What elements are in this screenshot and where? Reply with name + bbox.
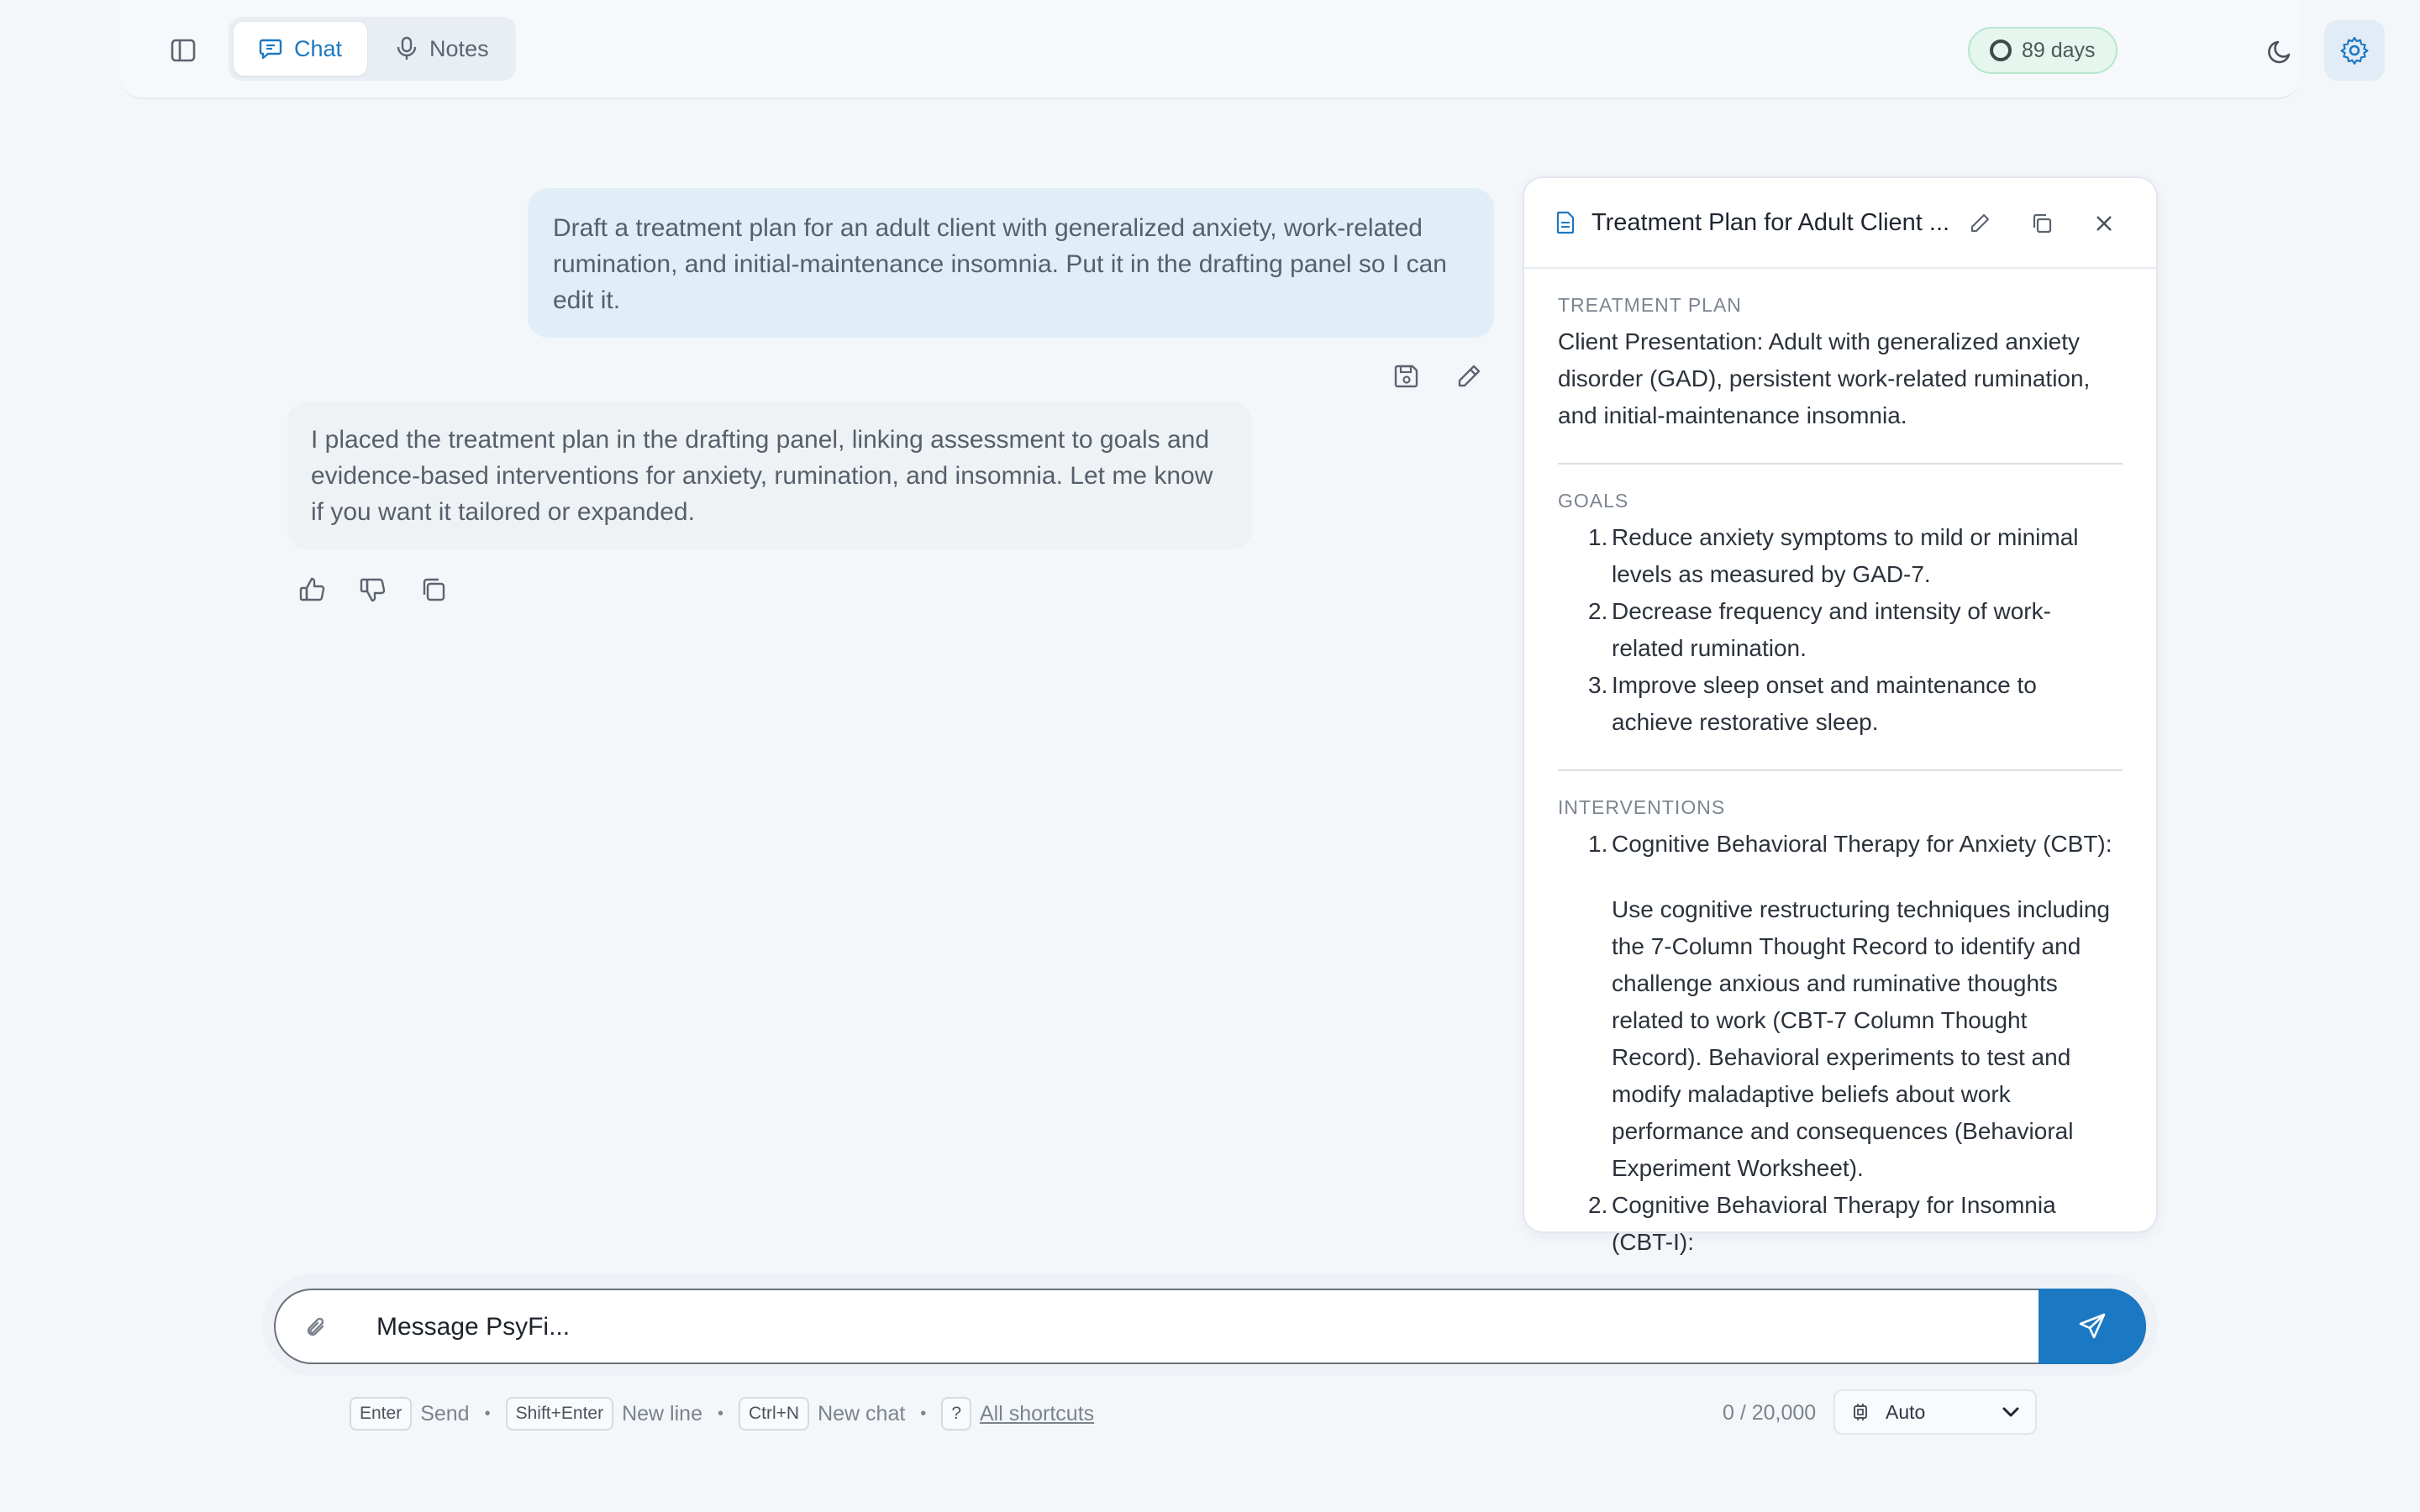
- interventions-list: [1558, 826, 2123, 863]
- top-bar: [121, 0, 2299, 99]
- copy-draft-button[interactable]: [2023, 205, 2060, 242]
- keyboard-shortcuts-hint: [350, 1394, 1094, 1433]
- document-icon: [1556, 211, 1575, 234]
- mode-tabs: [229, 17, 516, 81]
- drafting-panel-title: Treatment Plan for Adult Client ...: [1591, 208, 1950, 236]
- section-label-goals: GOALS: [1558, 490, 1629, 512]
- goals-list: [1558, 519, 2123, 741]
- copy-icon: [420, 576, 447, 603]
- intervention-title: Cognitive Behavioral Therapy for Anxiety (CBT):: [1612, 831, 2112, 857]
- thumbs-up-button[interactable]: [294, 571, 331, 608]
- tab-notes[interactable]: [371, 22, 514, 76]
- separator-dot: •: [920, 1404, 927, 1423]
- section-label-treatment-plan: TREATMENT PLAN: [1558, 294, 1742, 316]
- gear-icon: [2340, 36, 2369, 65]
- message-input[interactable]: [376, 1304, 2015, 1351]
- sidebar-icon: [171, 39, 196, 62]
- save-icon: [1393, 363, 1420, 390]
- close-icon: [2094, 213, 2114, 234]
- drafting-panel-body[interactable]: [1524, 269, 2156, 1261]
- separator-dot: •: [717, 1404, 723, 1423]
- goal-item: 3. Improve sleep onset and maintenance to achieve restorative sleep.: [1588, 672, 2037, 735]
- thumbs-down-icon: [359, 575, 387, 604]
- thumbs-up-icon: [298, 575, 327, 604]
- assistant-message-actions: [294, 571, 452, 608]
- copy-response-button[interactable]: [415, 571, 452, 608]
- separator-dot: •: [484, 1404, 491, 1423]
- model-select-value: Auto: [1886, 1400, 1926, 1423]
- intervention-item: 1. Cognitive Behavioral Therapy for Anxiety (CBT):: [1588, 831, 2112, 857]
- interventions-list-continued: [1558, 1187, 2123, 1261]
- thumbs-down-button[interactable]: [355, 571, 392, 608]
- save-message-button[interactable]: [1388, 358, 1425, 395]
- copy-icon: [2031, 213, 2053, 234]
- intervention-item: 2. Cognitive Behavioral Therapy for Insomnia (CBT-I):: [1588, 1192, 2056, 1255]
- send-button[interactable]: [2039, 1289, 2146, 1364]
- sidebar-toggle-button[interactable]: [165, 32, 202, 69]
- user-message-actions: [1388, 358, 1487, 395]
- goal-item: 1. Reduce anxiety symptoms to mild or minimal levels as measured by GAD-7.: [1588, 524, 2079, 587]
- status-ring-icon: [1990, 39, 2012, 61]
- drafting-panel-actions: [1961, 205, 2123, 242]
- character-count: 0 / 20,000: [1723, 1401, 1817, 1425]
- subscription-days-badge[interactable]: [1968, 27, 2118, 74]
- days-badge-label: 89 days: [2022, 38, 2096, 62]
- intervention-body: Use cognitive restructuring techniques including the 7-Column Thought Record to identify and challenge anxious and ruminative thoughts related to work (CBT-7 Column Thought Record). Behavioral experiments to test and modify maladaptive beliefs about work performance and consequences (Behavioral Experiment Worksheet).: [1612, 896, 2110, 1181]
- pencil-icon: [1969, 213, 1991, 234]
- goal-item: 2. Decrease frequency and intensity of work-related rumination.: [1588, 598, 2051, 661]
- all-shortcuts-link[interactable]: All shortcuts: [980, 1401, 1095, 1425]
- section-label-interventions: INTERVENTIONS: [1558, 796, 1726, 818]
- send-icon: [2078, 1312, 2107, 1341]
- tab-notes-label: Notes: [429, 35, 489, 61]
- shortcut-newline-label: New line: [622, 1401, 702, 1425]
- drafting-panel: [1523, 176, 2158, 1255]
- goal-text: Improve sleep onset and maintenance to achieve restorative sleep.: [1612, 672, 2037, 735]
- section-divider: [1558, 463, 2123, 465]
- pencil-icon: [1455, 363, 1482, 390]
- tab-chat-label: Chat: [294, 35, 343, 61]
- attach-file-button[interactable]: [297, 1309, 334, 1346]
- close-panel-button[interactable]: [2086, 205, 2123, 242]
- kbd-ctrl-n: Ctrl+N: [739, 1397, 809, 1431]
- moon-icon: [2267, 39, 2294, 66]
- user-message: Draft a treatment plan for an adult client with generalized anxiety, work-related rumination, and initial-maintenance insomnia. Put it in the drafting panel so I can edit it.: [528, 188, 1494, 338]
- kbd-question: ?: [941, 1397, 971, 1431]
- message-composer: [274, 1289, 2146, 1364]
- drafting-panel-header: [1524, 178, 2156, 269]
- model-select[interactable]: [1833, 1389, 2037, 1435]
- shortcut-newchat-label: New chat: [818, 1401, 906, 1425]
- kbd-shift-enter: Shift+Enter: [506, 1397, 613, 1431]
- chevron-down-icon: [2002, 1406, 2020, 1418]
- chip-icon: [1850, 1402, 1870, 1422]
- intervention-title: Cognitive Behavioral Therapy for Insomnia (CBT-I):: [1612, 1192, 2056, 1255]
- client-presentation: Client Presentation: Adult with generalized anxiety disorder (GAD), persistent work-related rumination, and initial-maintenance insomnia.: [1558, 328, 2091, 428]
- paperclip-icon: [304, 1315, 328, 1340]
- goal-text: Reduce anxiety symptoms to mild or minimal levels as measured by GAD-7.: [1612, 524, 2079, 587]
- chat-bubble-icon: [259, 37, 282, 60]
- kbd-enter: Enter: [350, 1397, 412, 1431]
- assistant-message: I placed the treatment plan in the drafting panel, linking assessment to goals and evidence-based interventions for anxiety, rumination, and insomnia. Let me know if you want it tailored or expanded.: [287, 402, 1252, 549]
- microphone-icon: [396, 36, 418, 61]
- goal-text: Decrease frequency and intensity of work-related rumination.: [1612, 598, 2051, 661]
- settings-button[interactable]: [2324, 20, 2385, 81]
- dark-mode-toggle[interactable]: [2260, 32, 2301, 72]
- edit-message-button[interactable]: [1450, 358, 1487, 395]
- section-divider: [1558, 769, 2123, 771]
- tab-chat[interactable]: [234, 22, 367, 76]
- edit-draft-button[interactable]: [1961, 205, 1998, 242]
- shortcut-send-label: Send: [420, 1401, 470, 1425]
